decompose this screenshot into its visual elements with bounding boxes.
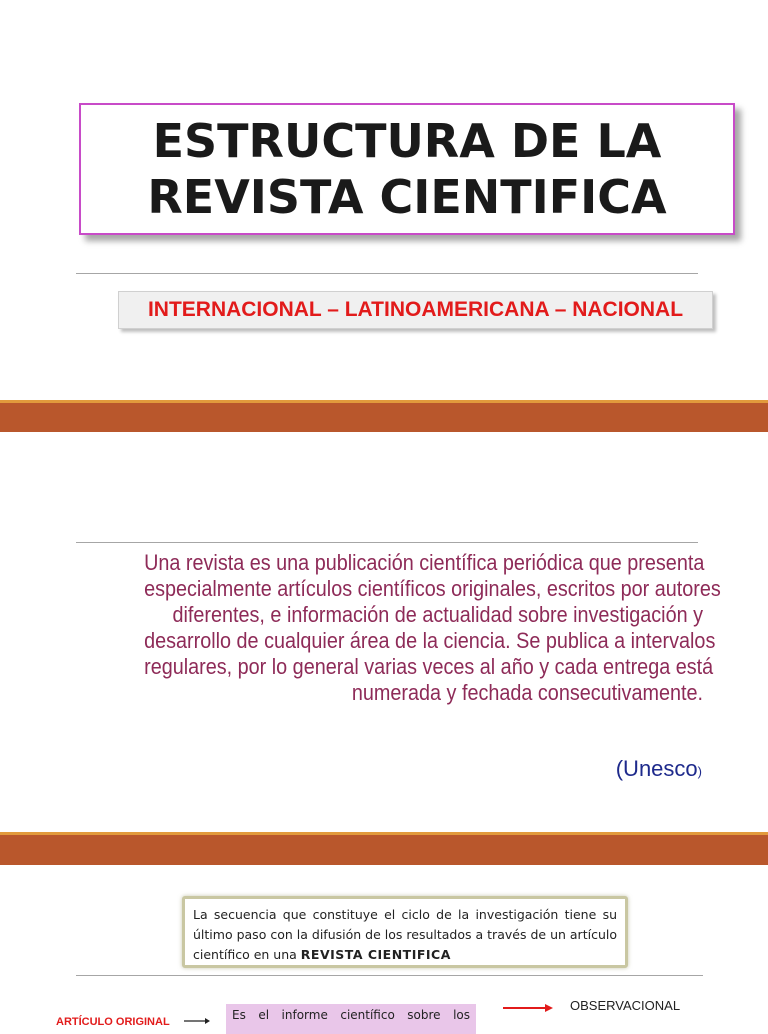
definition-line: diferentes, e información de actualidad sobre investigación y: [172, 602, 704, 627]
sequence-emphasis: REVISTA CIENTIFICA: [300, 947, 451, 962]
red-arrow-icon: [503, 1003, 553, 1013]
informe-box: Es el informe científico sobre los: [226, 1004, 476, 1034]
decorative-band-1: [0, 400, 768, 432]
citation: [616, 756, 702, 782]
citation-text: (Unesco: [615, 756, 698, 781]
sequence-box: [182, 896, 628, 968]
definition-line: numerada y fechada consecutivamente.: [351, 680, 703, 705]
divider-bottom: [76, 975, 703, 976]
decorative-band-2: [0, 832, 768, 865]
subtitle-text: INTERNACIONAL – LATINOAMERICANA – NACIONAL: [147, 298, 684, 321]
divider-definition: [76, 542, 698, 543]
citation-close: ): [697, 764, 702, 779]
arrow-right-icon: [184, 1018, 210, 1024]
definition-line: regulares, por lo general varias veces al año y cada entrega está: [144, 654, 714, 679]
definition-paragraph: [144, 550, 721, 706]
observacional-label: OBSERVACIONAL: [570, 998, 681, 1013]
definition-line: desarrollo de cualquier área de la ciencia. Se publica a intervalos: [144, 628, 716, 653]
articulo-original-label: ARTÍCULO ORIGINAL: [56, 1016, 170, 1028]
definition-line: especialmente artículos científicos originales, escritos por autores: [144, 576, 721, 601]
title-box: [79, 103, 735, 235]
title-line-2: REVISTA CIENTIFICA: [147, 170, 667, 224]
divider-top: [76, 273, 698, 274]
sequence-text: La secuencia que constituye el ciclo de la investigación tiene su último paso con la difusión de los resultados a través de un artículo científico en una: [193, 907, 617, 962]
title-line-1: ESTRUCTURA DE LA: [152, 114, 662, 168]
subtitle-box: [118, 291, 713, 329]
definition-line: Una revista es una publicación científica periódica que presenta: [144, 550, 705, 575]
